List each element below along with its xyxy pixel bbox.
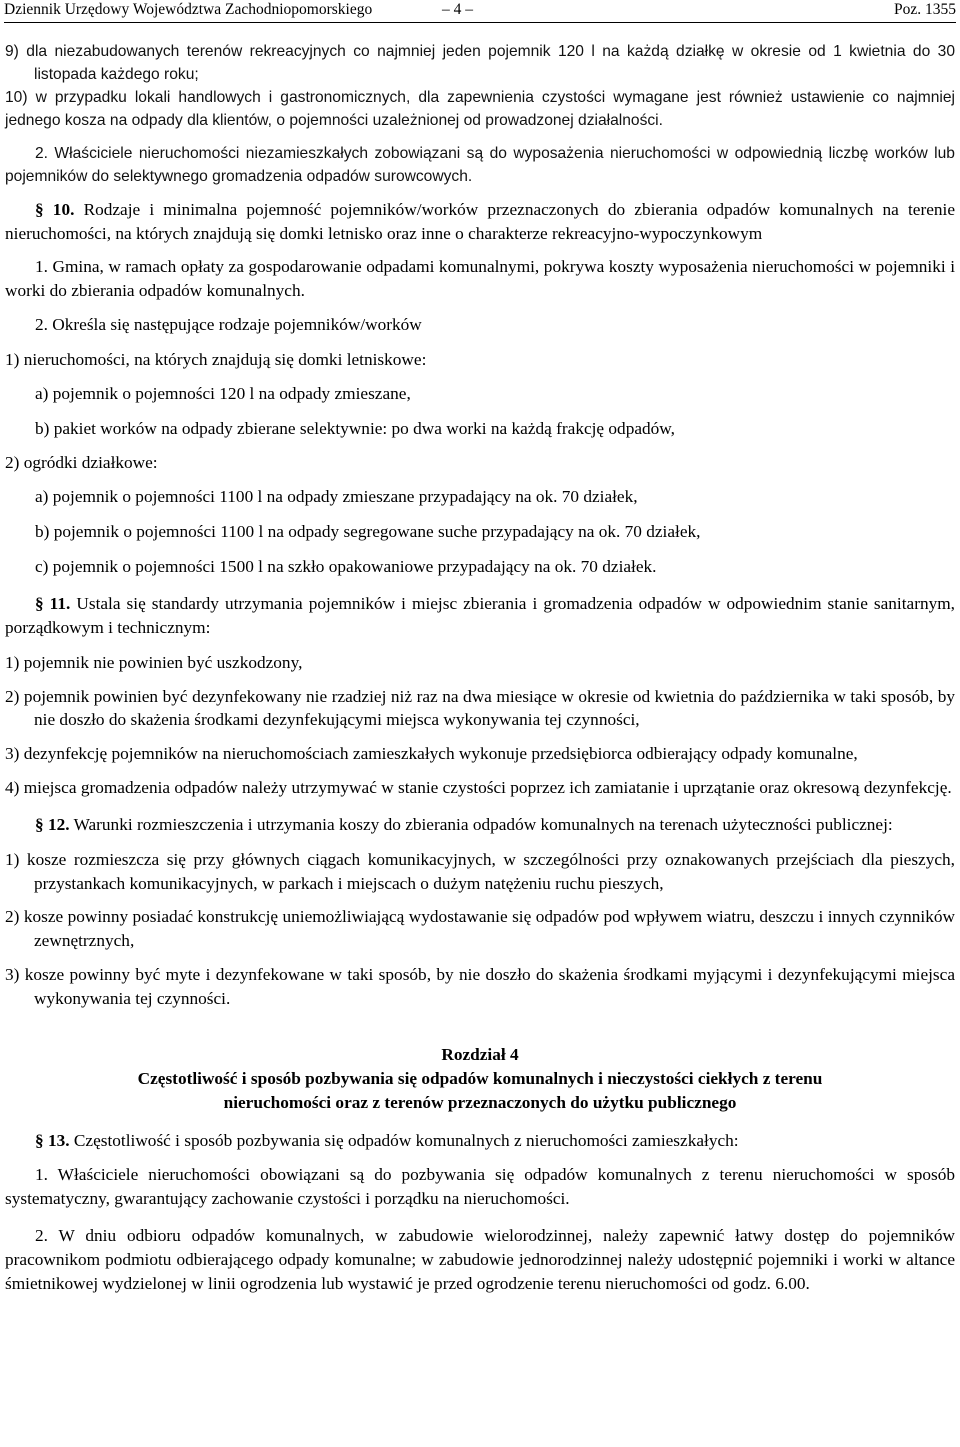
section-10-text: Rodzaje i minimalna pojemność pojemników/worków przeznaczonych do zbierania odpadów komunalnych na terenie nieruchomości, na których znajdują się domki letnisko oraz inne o charakterze rekreacyjno-wypoczynkowym — [5, 200, 956, 243]
section-10-item-2a: a) pojemnik o pojemności 1100 l na odpady zmieszane przypadający na ok. 70 działek, — [35, 487, 638, 507]
section-12-intro — [5, 813, 955, 837]
chapter-heading — [5, 1043, 955, 1115]
list-item-10: 10) w przypadku lokali handlowych i gastronomicznych, dla zapewnienia czystości wymagane jest również ustawienie co najmniej jednego kosza na odpady dla klientów, o pojemności uzależnionej od prowadzonej działalności. — [5, 89, 955, 129]
section-12-item-3: 3) kosze powinny być myte i dezynfekowane w taki sposób, by nie doszło do skażenia środkami myjącymi i dezynfekującymi miejsca wykonywania tej czynności. — [5, 964, 955, 1008]
section-11-item-1: 1) pojemnik nie powinien być uszkodzony, — [5, 652, 303, 672]
document-body — [5, 40, 955, 1296]
chapter-label: Rozdział 4 — [441, 1045, 519, 1065]
section-10-item-1: 1) nieruchomości, na których znajdują się domki letniskowe: — [5, 349, 427, 369]
page-number: – 4 – — [442, 1, 473, 18]
section-10-item-1a: a) pojemnik o pojemności 120 l na odpady zmieszane, — [35, 384, 411, 404]
section-10-item-1b: b) pakiet worków na odpady zbierane selektywnie: po dwa worki na każdą frakcję odpadów, — [35, 418, 675, 438]
section-13-point-1: 1. Właściciele nieruchomości obowiązani są do pozbywania się odpadów komunalnych z terenu nieruchomości w sposób systematyczny, gwarantujący zachowanie czystości i porządku na nieruchomości. — [5, 1164, 955, 1208]
section-11-item-2: 2) pojemnik powinien być dezynfekowany nie rzadziej niż raz na dwa miesiące w okresie od kwietnia do października w taki sposób, by nie doszło do skażenia środkami dezynfekującymi miejsca wykonywania tej czynności, — [5, 686, 955, 730]
journal-title: Dziennik Urzędowy Województwa Zachodniopomorskiego — [4, 1, 373, 18]
section-11-item-4: 4) miejsca gromadzenia odpadów należy utrzymywać w stanie czystości poprzez ich zamiatanie i uprzątanie oraz okresową dezynfekcję. — [5, 777, 952, 797]
position-number: Poz. 1355 — [894, 1, 956, 18]
section-10-item-2: 2) ogródki działkowe: — [5, 452, 158, 472]
section-10-item-2c: c) pojemnik o pojemności 1500 l na szkło opakowaniowe przypadający na ok. 70 działek. — [35, 556, 657, 576]
section-10-intro — [5, 198, 955, 245]
chapter-title-line-1: Częstotliwość i sposób pozbywania się odpadów komunalnych i nieczystości ciekłych z terenu — [137, 1069, 823, 1089]
section-9-point-2: 2. Właściciele nieruchomości niezamieszkałych zobowiązani są do wyposażenia nieruchomości w odpowiednią liczbę worków lub pojemników do selektywnego gromadzenia odpadów surowcowych. — [5, 145, 955, 185]
section-13-text: Częstotliwość i sposób pozbywania się odpadów komunalnych z nieruchomości zamieszkałych: — [69, 1131, 739, 1151]
section-10-number: § 10. — [35, 200, 75, 219]
section-11-text: Ustala się standardy utrzymania pojemników i miejsc zbierania i gromadzenia odpadów w odpowiednim stanie sanitarnym, porządkowym i technicznym: — [5, 594, 956, 638]
section-11-intro — [5, 592, 955, 639]
page-header — [4, 0, 956, 23]
section-12-item-1: 1) kosze rozmieszcza się przy głównych ciągach komunikacyjnych, w szczególności przy oznakowanych przejściach dla pieszych, przystankach komunikacyjnych, w parkach i miejscach o dużym natężeniu ruchu pieszych, — [5, 850, 955, 893]
section-10-point-2: 2. Określa się następujące rodzaje pojemników/worków — [35, 314, 422, 334]
section-13-number: § 13. — [35, 1131, 70, 1151]
section-10-item-2b: b) pojemnik o pojemności 1100 l na odpady segregowane suche przypadający na ok. 70 działek, — [35, 522, 701, 542]
section-12-text: Warunki rozmieszczenia i utrzymania koszy do zbierania odpadów komunalnych na terenach użyteczności publicznej: — [69, 815, 893, 835]
section-12-number: § 12. — [35, 815, 70, 835]
chapter-title-line-2: nieruchomości oraz z terenów przeznaczonych do użytku publicznego — [223, 1093, 737, 1113]
section-10-point-1: 1. Gmina, w ramach opłaty za gospodarowanie odpadami komunalnymi, pokrywa koszty wyposażenia nieruchomości w pojemniki i worki do zbierania odpadów komunalnych. — [5, 257, 955, 301]
section-11-item-3: 3) dezynfekcję pojemników na nieruchomościach zamieszkałych wykonuje przedsiębiorca odbierający odpady komunalne, — [5, 743, 858, 763]
section-12-item-2: 2) kosze powinny posiadać konstrukcję uniemożliwiającą wydostawanie się odpadów pod wpływem wiatru, deszczu i innych czynników zewnętrznych, — [5, 907, 955, 951]
section-13-point-2: 2. W dniu odbioru odpadów komunalnych, w zabudowie wielorodzinnej, należy zapewnić łatwy dostęp do pojemników pracownikom podmiotu odbierającego odpady komunalne; w zabudowie jednorodzinnej należy udostępnić pojemniki i worki w altance śmietnikowej wydzielonej w linii ogrodzenia lub wystawić je przed ogrodzenie terenu nieruchomości od godz. 6.00. — [5, 1226, 955, 1293]
section-11-number: § 11. — [35, 594, 71, 614]
list-item-9: 9) dla niezabudowanych terenów rekreacyjnych co najmniej jeden pojemnik 120 l na każdą działkę w okresie od 1 kwietnia do 30 listopada każdego roku; — [5, 43, 955, 83]
section-13-intro — [5, 1129, 955, 1153]
